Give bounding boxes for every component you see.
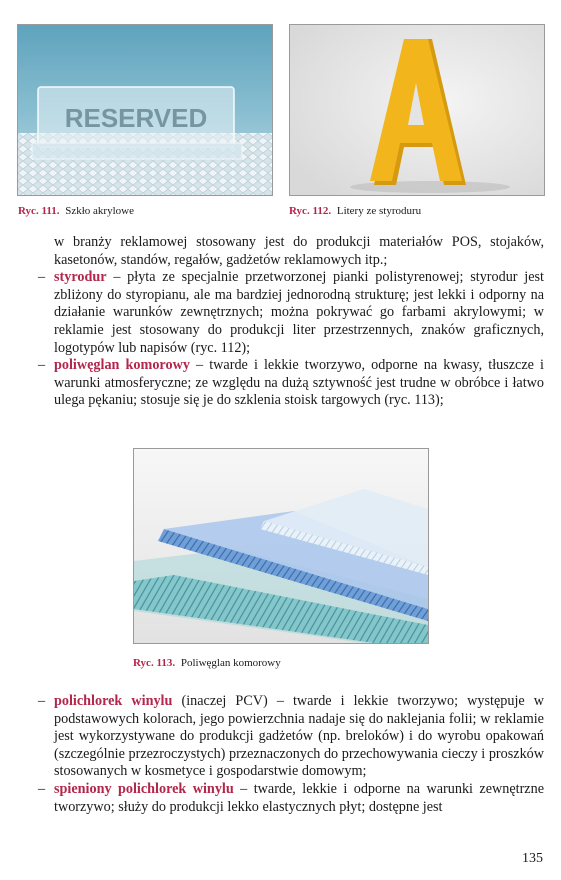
text-block-lower	[38, 693, 544, 816]
term-poliweglan: poliwęglan komorowy	[54, 357, 190, 374]
list-item-spieniony-pcv	[38, 781, 544, 816]
list-dash: –	[38, 357, 46, 374]
figure-113-caption-text: Poliwęglan komorowy	[180, 657, 281, 669]
figure-111-number: Ryc. 111.	[18, 205, 60, 217]
list-dash: –	[38, 693, 46, 709]
paragraph-text: w branży reklamowej stosowany jest do produkcji materiałów POS, stojaków, kasetonów, standów, regałów, gadżetów reklamowych itp.;	[54, 234, 544, 268]
term-styrodur: styrodur	[54, 269, 107, 286]
paragraph-continuation	[38, 234, 544, 269]
figure-112-caption-text: Litery ze styroduru	[336, 205, 422, 217]
term-pcv: polichlorek winylu	[54, 693, 173, 709]
list-item-styrodur	[38, 269, 544, 357]
figure-112-number: Ryc. 112.	[289, 205, 332, 217]
figure-113-number: Ryc. 113.	[133, 657, 176, 669]
reserved-sign-text: RESERVED	[64, 103, 208, 133]
page-number: 135	[522, 851, 543, 866]
figure-112-image	[289, 24, 545, 196]
definition-styrodur: – płyta ze specjalnie przetworzonej pianki polistyrenowej; styrodur jest zbliżony do styropianu, ale ma bardziej jednorodną strukturę; jest lekki i odporny na działanie warunków zewnętrznych; można pokrywać go farbami akrylowymi; w reklamie jest stosowany do produkcji liter przestrzennych, znaków graficznych, logotypów lub napisów (ryc. 112);	[54, 269, 544, 356]
list-item-poliweglan	[38, 357, 544, 410]
figure-111-caption	[18, 205, 134, 217]
list-dash: –	[38, 269, 46, 286]
term-spieniony-pcv: spieniony polichlorek winylu	[54, 780, 234, 797]
definition-spieniony-pcv: – twarde, lekkie i odporne na warunki zewnętrzne tworzywo; służy do produkcji lekko elastycznych płyt; dostępne jest	[54, 780, 544, 815]
list-dash: –	[38, 780, 46, 797]
figure-111-caption-text: Szkło akrylowe	[65, 205, 134, 217]
definition-poliweglan: – twarde i lekkie tworzywo, odporne na kwasy, tłuszcze i warunki atmosferyczne; ze względu na dużą sztywność jest trudne w obróbce i łatwo ulega pękaniu; stosuje się je do szklenia stoisk targowych (ryc. 113);	[54, 357, 544, 409]
text-block-upper	[38, 234, 544, 410]
figure-111-image	[17, 24, 273, 196]
figure-112-caption	[289, 205, 421, 217]
figure-113-caption	[133, 657, 281, 669]
list-item-pcv	[38, 693, 544, 781]
figure-113-image	[133, 448, 429, 644]
definition-pcv: (inaczej PCV) – twarde i lekkie tworzywo; występuje w podstawowych kolorach, jego powierzchnia nadaje się do naklejania folii; w reklamie jest wykorzystywane do produkcji gadżetów (np. breloków) i do wyrobu opakowań (szczególnie przezroczystych) przeznaczonych do przechowywania cieczy i proszków stosowanych w kosmetyce i gospodarstwie domowym;	[54, 693, 545, 780]
